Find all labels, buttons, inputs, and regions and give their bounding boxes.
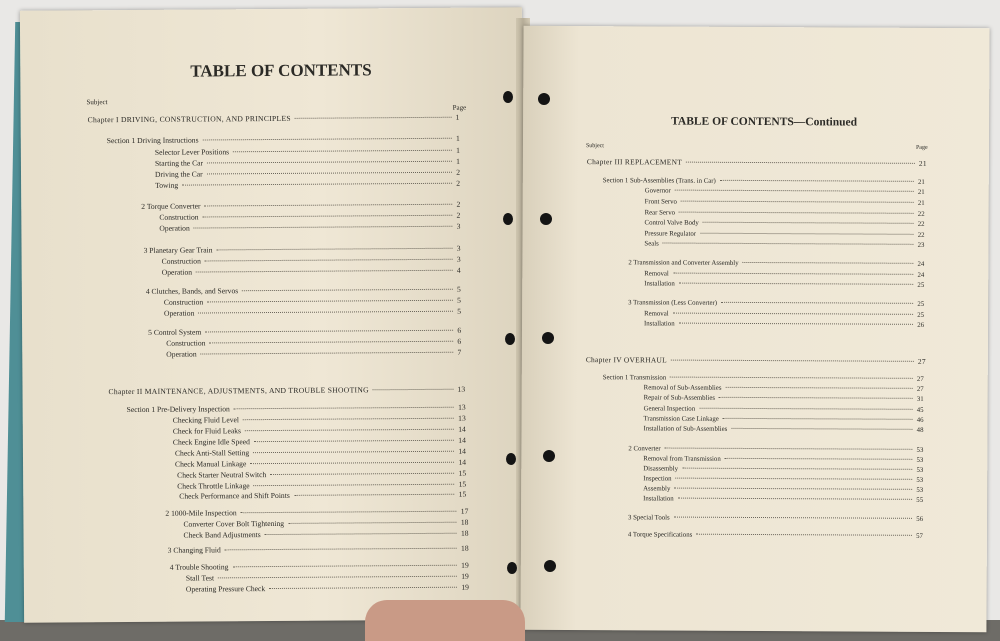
toc-subsection-row[interactable]: [644, 320, 924, 328]
dot-leader: [203, 215, 453, 218]
binder-hole: [503, 213, 513, 225]
toc-entry-page: 21: [917, 188, 925, 196]
toc-subsection-row[interactable]: [643, 495, 923, 503]
toc-entry-page: 2: [456, 210, 461, 220]
toc-entry-page: 22: [917, 220, 925, 228]
toc-section-row[interactable]: [603, 177, 925, 186]
toc-entry-page: 53: [916, 486, 924, 494]
toc-entry-page: 15: [458, 479, 467, 489]
toc-entry-page: 4: [456, 265, 461, 275]
dot-leader: [725, 387, 912, 389]
toc-subsection-row[interactable]: [175, 458, 466, 469]
toc-subsection-row[interactable]: [644, 240, 924, 248]
toc-subsection-row[interactable]: [162, 255, 461, 266]
toc-entry-title: Check Starter Neutral Switch: [177, 470, 267, 480]
page-title: TABLE OF CONTENTS—Continued: [671, 115, 858, 129]
toc-chapter-row[interactable]: [88, 113, 460, 125]
dot-leader: [182, 183, 452, 186]
toc-entry-page: 18: [460, 528, 469, 538]
toc-entry-title: Front Servo: [644, 198, 677, 206]
dot-leader: [679, 212, 914, 214]
toc-section-row[interactable]: [170, 561, 469, 572]
toc-entry-page: 45: [916, 406, 924, 414]
binder-hole: [540, 213, 552, 225]
dot-leader: [209, 341, 453, 344]
toc-entry-page: 27: [916, 375, 924, 383]
dot-leader: [674, 488, 912, 490]
toc-subsection-row[interactable]: [155, 157, 460, 168]
dot-leader: [679, 283, 914, 285]
toc-entry-page: 21: [917, 178, 925, 186]
toc-section-row[interactable]: [628, 259, 924, 268]
toc-entry-title: Construction: [159, 212, 199, 222]
toc-entry-page: 14: [458, 435, 466, 445]
page-column-label: Page: [452, 103, 467, 112]
toc-subsection-row[interactable]: [644, 270, 924, 278]
dot-leader: [721, 302, 913, 304]
toc-entry-page: 1: [455, 133, 460, 143]
toc-entry-page: 26: [917, 321, 925, 329]
toc-subsection-row[interactable]: [155, 168, 460, 179]
toc-entry-title: Operation: [163, 308, 195, 318]
dot-leader: [203, 138, 452, 141]
toc-section-row[interactable]: [146, 285, 461, 296]
toc-entry-page: 27: [916, 385, 924, 393]
toc-entry-page: 1: [455, 112, 460, 122]
dot-leader: [665, 448, 913, 450]
toc-subsection-row[interactable]: [164, 296, 461, 307]
toc-section-row[interactable]: [107, 134, 460, 145]
toc-subsection-row[interactable]: [159, 211, 460, 222]
toc-entry-page: 5: [457, 306, 462, 316]
toc-entry-page: 46: [916, 416, 924, 424]
dot-leader: [207, 161, 452, 164]
toc-entry-page: 21: [917, 199, 925, 207]
toc-section-row[interactable]: [628, 445, 923, 454]
toc-entry-title: Disassembly: [643, 465, 679, 473]
toc-entry-page: 17: [460, 506, 469, 516]
toc-entry-title: Removal: [644, 270, 669, 278]
toc-entry-page: 25: [917, 281, 925, 289]
binder-hole: [505, 333, 515, 345]
toc-subsection-row[interactable]: [166, 337, 461, 348]
toc-entry-title: 3 Transmission (Less Converter): [628, 299, 718, 307]
toc-entry-page: 18: [460, 517, 469, 527]
toc-entry-title: Selector Lever Positions: [154, 147, 230, 157]
toc-section-row[interactable]: [127, 403, 466, 414]
toc-entry-page: 2: [456, 178, 461, 188]
toc-subsection-row[interactable]: [183, 518, 468, 529]
dot-leader: [673, 313, 914, 315]
toc-chapter-row[interactable]: [586, 355, 926, 366]
toc-entry-page: 3: [456, 243, 461, 253]
toc-entry-title: Inspection: [643, 475, 672, 483]
dot-leader: [270, 473, 454, 475]
toc-entry-page: 6: [457, 325, 462, 335]
page-title: TABLE OF CONTENTS: [190, 60, 372, 81]
toc-entry-page: 24: [917, 271, 925, 279]
toc-section-row[interactable]: [603, 374, 924, 383]
binder-hole: [503, 91, 513, 103]
toc-entry-page: 13: [457, 384, 466, 394]
toc-subsection-row[interactable]: [644, 384, 924, 392]
left-page: [20, 7, 526, 622]
toc-entry-title: Chapter III REPLACEMENT: [586, 157, 683, 167]
dot-leader: [225, 548, 457, 551]
toc-entry-title: Operation: [161, 267, 193, 277]
subject-column-label: Subject: [585, 143, 604, 150]
dot-leader: [670, 377, 913, 379]
toc-entry-title: 5 Control System: [148, 327, 202, 337]
dot-leader: [194, 226, 453, 229]
toc-subsection-row[interactable]: [179, 490, 466, 501]
toc-subsection-row[interactable]: [162, 266, 461, 277]
binder-hole: [544, 560, 556, 572]
toc-entry-title: Operation: [166, 349, 197, 359]
toc-entry-title: 2 Torque Converter: [141, 201, 201, 211]
toc-entry-title: Check Anti-Stall Setting: [174, 448, 250, 458]
dot-leader: [676, 478, 913, 480]
toc-entry-title: Installation of Sub-Assemblies: [643, 425, 728, 433]
toc-subsection-row[interactable]: [166, 348, 461, 359]
toc-entry-page: 53: [916, 476, 924, 484]
dot-leader: [254, 440, 454, 442]
dot-leader: [373, 389, 453, 391]
toc-entry-title: Transmission Case Linkage: [643, 415, 719, 423]
toc-subsection-row[interactable]: [645, 198, 925, 206]
binder-hole: [507, 562, 517, 574]
toc-entry-page: 19: [461, 560, 469, 570]
toc-entry-title: Installation: [644, 320, 675, 328]
toc-subsection-row[interactable]: [645, 209, 925, 217]
toc-entry-title: 3 Special Tools: [627, 514, 670, 522]
dot-leader: [245, 429, 454, 431]
dot-leader: [682, 468, 912, 470]
binder-hole: [543, 450, 555, 462]
toc-subsection-row[interactable]: [643, 455, 923, 463]
toc-subsection-row[interactable]: [643, 485, 923, 493]
toc-entry-page: 14: [458, 457, 467, 467]
toc-entry-title: Section 1 Driving Instructions: [106, 135, 199, 146]
toc-entry-title: Removal from Transmission: [643, 455, 721, 463]
toc-entry-title: 2 Transmission and Converter Assembly: [628, 259, 739, 267]
dot-leader: [243, 418, 454, 420]
toc-entry-page: 13: [458, 413, 466, 423]
toc-entry-title: Construction: [166, 338, 206, 348]
dot-leader: [198, 311, 453, 314]
dot-leader: [242, 289, 453, 291]
toc-entry-title: Section 1 Pre-Delivery Inspection: [126, 404, 230, 415]
toc-entry-page: 24: [917, 260, 925, 268]
dot-leader: [207, 300, 453, 303]
dot-leader: [743, 262, 914, 264]
toc-subsection-row[interactable]: [155, 179, 460, 190]
toc-entry-page: 53: [916, 466, 924, 474]
toc-entry-title: Section 1 Transmission: [602, 374, 667, 382]
toc-entry-title: Check Band Adjustments: [183, 530, 261, 540]
subject-column-label: Subject: [86, 98, 108, 107]
toc-entry-page: 13: [458, 402, 466, 412]
toc-entry-page: 5: [457, 295, 461, 305]
toc-subsection-row[interactable]: [643, 475, 923, 483]
dot-leader: [218, 576, 457, 579]
toc-subsection-row[interactable]: [645, 187, 925, 195]
toc-entry-title: 4 Trouble Shooting: [169, 562, 229, 572]
toc-entry-title: Check Manual Linkage: [175, 459, 247, 469]
dot-leader: [703, 222, 914, 224]
dot-leader: [250, 462, 454, 464]
dot-leader: [674, 517, 913, 519]
dot-leader: [205, 259, 453, 262]
toc-entry-title: 3 Planetary Gear Train: [143, 245, 213, 255]
dot-leader: [207, 172, 453, 175]
toc-entry-title: Check Engine Idle Speed: [172, 437, 250, 447]
toc-entry-title: General Inspection: [643, 405, 696, 413]
toc-subsection-row[interactable]: [175, 447, 466, 458]
toc-entry-title: Stall Test: [185, 573, 215, 583]
toc-subsection-row[interactable]: [177, 469, 466, 480]
dot-leader: [265, 533, 457, 535]
toc-subsection-row[interactable]: [164, 307, 461, 318]
dot-leader: [719, 397, 913, 399]
toc-entry-title: Check Throttle Linkage: [177, 481, 250, 491]
toc-entry-page: 15: [458, 468, 467, 478]
dot-leader: [201, 352, 454, 355]
toc-entry-title: Chapter IV OVERHAUL: [585, 355, 667, 365]
toc-section-row[interactable]: [144, 244, 461, 255]
toc-entry-page: 48: [916, 426, 924, 434]
toc-entry-page: 57: [916, 532, 923, 540]
toc-subsection-row[interactable]: [155, 146, 460, 157]
toc-entry-page: 21: [918, 158, 927, 168]
toc-entry-title: Check Performance and Shift Points: [179, 490, 290, 501]
toc-entry-title: 3 Changing Fluid: [167, 545, 221, 555]
dot-leader: [678, 498, 913, 500]
toc-entry-page: 15: [458, 489, 467, 499]
right-page: [520, 26, 989, 632]
toc-section-row[interactable]: [628, 299, 924, 308]
toc-entry-title: Pressure Regulator: [644, 230, 697, 238]
dot-leader: [233, 150, 452, 153]
toc-section-row[interactable]: [628, 514, 923, 523]
dot-leader: [269, 587, 457, 589]
dot-leader: [681, 201, 914, 203]
toc-entry-page: 14: [458, 424, 466, 434]
toc-entry-title: Check for Fluid Leaks: [172, 426, 241, 436]
toc-entry-title: Construction: [163, 297, 204, 307]
toc-entry-title: Driving the Car: [154, 169, 203, 179]
toc-entry-title: Seals: [644, 240, 659, 248]
toc-subsection-row[interactable]: [645, 219, 925, 227]
toc-entry-page: 25: [917, 300, 925, 308]
toc-subsection-row[interactable]: [173, 414, 466, 425]
hand-holding-book: [365, 600, 525, 641]
binder-hole: [538, 93, 550, 105]
dot-leader: [232, 565, 457, 568]
toc-section-row[interactable]: [148, 326, 461, 337]
toc-entry-page: 27: [917, 356, 926, 366]
toc-subsection-row[interactable]: [643, 465, 923, 473]
toc-entry-title: Repair of Sub-Assemblies: [643, 394, 716, 402]
toc-subsection-row[interactable]: [644, 394, 924, 402]
toc-entry-title: Towing: [155, 180, 179, 190]
toc-section-row[interactable]: [168, 544, 469, 555]
toc-subsection-row[interactable]: [644, 405, 924, 413]
toc-entry-page: 14: [458, 446, 466, 456]
toc-entry-page: 3: [456, 254, 461, 264]
toc-entry-page: 7: [457, 347, 462, 357]
toc-entry-title: Removal of Sub-Assemblies: [643, 384, 722, 392]
dot-leader: [204, 204, 452, 207]
toc-entry-page: 2: [456, 199, 461, 209]
toc-entry-page: 53: [916, 456, 924, 464]
dot-leader: [196, 270, 453, 273]
toc-entry-title: Installation: [643, 495, 674, 503]
toc-entry-title: Construction: [161, 256, 201, 266]
toc-entry-page: 25: [917, 311, 925, 319]
dot-leader: [723, 418, 913, 420]
dot-leader: [663, 243, 914, 245]
toc-subsection-row[interactable]: [173, 436, 466, 447]
toc-entry-page: 19: [461, 582, 469, 592]
dot-leader: [700, 233, 914, 235]
dot-leader: [696, 534, 912, 536]
toc-entry-page: 3: [456, 221, 461, 231]
toc-entry-title: Rear Servo: [644, 209, 676, 217]
dot-leader: [295, 117, 452, 119]
toc-entry-page: 56: [916, 515, 924, 523]
toc-entry-title: Operating Pressure Check: [185, 584, 266, 594]
toc-entry-title: 4 Clutches, Bands, and Servos: [145, 286, 239, 296]
toc-entry-page: 31: [916, 395, 924, 403]
toc-subsection-row[interactable]: [186, 572, 469, 583]
dot-leader: [253, 451, 454, 453]
toc-subsection-row[interactable]: [184, 529, 469, 540]
toc-entry-title: Chapter I DRIVING, CONSTRUCTION, AND PRINCIPLES: [87, 113, 291, 125]
toc-entry-title: Checking Fluid Level: [172, 415, 239, 425]
dot-leader: [679, 323, 914, 325]
dot-leader: [254, 484, 455, 486]
dot-leader: [294, 494, 455, 496]
toc-entry-title: Section 1 Sub-Assemblies (Trans. in Car): [602, 177, 716, 185]
dot-leader: [205, 330, 453, 333]
toc-entry-title: 4 Torque Specifications: [627, 531, 693, 539]
toc-entry-page: 6: [457, 336, 462, 346]
dot-leader: [731, 428, 912, 430]
dot-leader: [720, 180, 914, 182]
toc-entry-title: Governor: [644, 187, 671, 195]
dot-leader: [699, 408, 913, 410]
toc-entry-page: 1: [456, 145, 460, 155]
toc-section-row[interactable]: [165, 507, 468, 518]
toc-subsection-row[interactable]: [644, 310, 924, 318]
toc-subsection-row[interactable]: [173, 425, 466, 436]
dot-leader: [234, 407, 454, 410]
toc-subsection-row[interactable]: [644, 280, 924, 288]
dot-leader: [241, 511, 457, 514]
toc-entry-page: 55: [916, 496, 924, 504]
toc-entry-page: 2: [456, 167, 461, 177]
dot-leader: [675, 190, 914, 192]
dot-leader: [217, 248, 453, 251]
toc-entry-title: 2 1000-Mile Inspection: [165, 508, 237, 518]
dot-leader: [686, 162, 915, 164]
dot-leader: [288, 522, 457, 524]
toc-entry-title: Removal: [644, 310, 669, 318]
toc-entry-title: Control Valve Body: [644, 219, 699, 227]
toc-subsection-row[interactable]: [643, 425, 923, 433]
toc-entry-title: Installation: [644, 280, 675, 288]
toc-entry-page: 22: [917, 210, 925, 218]
toc-chapter-row[interactable]: [587, 157, 927, 168]
toc-entry-title: Chapter II MAINTENANCE, ADJUSTMENTS, AND TROUBLE SHOOTING: [108, 385, 369, 397]
toc-entry-page: 1: [456, 156, 460, 166]
toc-entry-title: Assembly: [643, 485, 671, 493]
toc-subsection-row[interactable]: [159, 222, 460, 233]
binder-hole: [506, 453, 516, 465]
toc-entry-page: 53: [916, 446, 924, 454]
dot-leader: [673, 273, 914, 275]
toc-entry-title: Converter Cover Bolt Tightening: [183, 518, 285, 529]
toc-entry-title: 2 Converter: [628, 445, 661, 453]
toc-entry-page: 5: [456, 284, 461, 294]
toc-section-row[interactable]: [141, 200, 460, 211]
toc-entry-page: 18: [461, 543, 469, 553]
binder-hole: [542, 332, 554, 344]
dot-leader: [725, 458, 913, 460]
toc-entry-title: Operation: [159, 223, 190, 233]
toc-subsection-row[interactable]: [644, 230, 924, 238]
toc-chapter-row[interactable]: [108, 385, 465, 396]
page-column-label: Page: [915, 144, 928, 151]
toc-entry-page: 19: [461, 571, 469, 581]
toc-entry-page: 23: [917, 241, 925, 249]
toc-subsection-row[interactable]: [186, 583, 469, 594]
dot-leader: [671, 360, 914, 362]
toc-section-row[interactable]: [628, 531, 923, 540]
toc-subsection-row[interactable]: [644, 415, 924, 423]
toc-entry-title: Starting the Car: [154, 158, 204, 168]
toc-entry-page: 22: [917, 231, 925, 239]
